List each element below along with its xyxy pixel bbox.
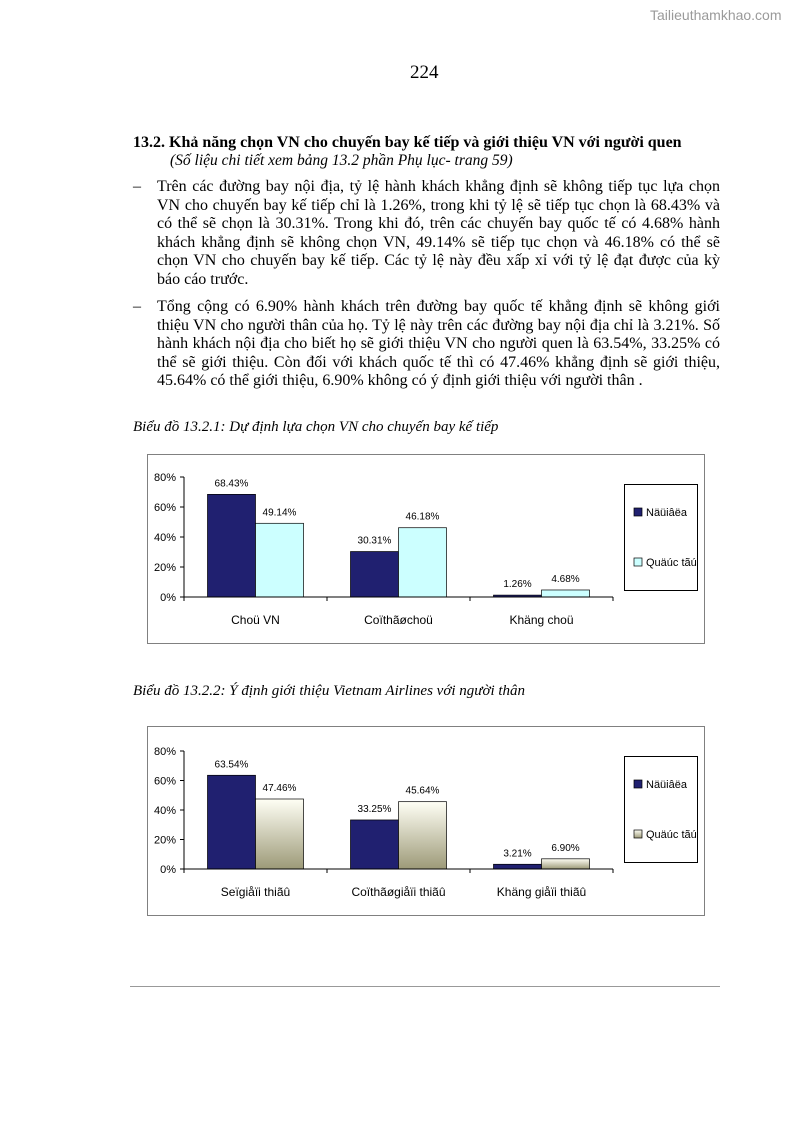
paragraph-line: khách khẳng định sẽ không chọn VN, 49.14% sẽ tiếp tục chọn và 46.18% có thể sẽ [157,233,720,251]
paragraph-line: hành khách nội địa cho biết họ sẽ giới thiệu VN cho người quen là 63.54%, 33.25% có [157,335,720,353]
legend-swatch [634,780,642,788]
legend-box [625,485,698,591]
bar-series-2 [256,799,304,869]
section-note: (Số liệu chi tiết xem bảng 13.2 phần Phụ lục- trang 59) [170,152,513,169]
data-label: 46.18% [405,511,440,523]
paragraph-line: VN cho chuyến bay kế tiếp chỉ là 1.26%, trong khi tỷ lệ sẽ tiếp tục chọn là 68.43% và [157,196,720,214]
page-number: 224 [410,62,439,83]
footer-rule [130,986,720,987]
y-tick-label: 80% [153,472,176,484]
figure-caption-2: Biểu đồ 13.2.2: Ý định giới thiệu Vietnam Airlines với người thân [133,683,526,699]
bar-series-2 [399,528,447,597]
data-label: 68.43% [214,478,249,490]
paragraph-line: báo cáo trước. [157,270,249,288]
bar-series-1 [351,820,399,869]
data-label: 49.14% [262,507,297,519]
data-label: 4.68% [551,573,580,585]
paragraph-line: 45.64% có thể giới thiệu, 6.90% không có ý định giới thiệu với người thân . [157,372,643,390]
section-heading: 13.2. Khả năng chọn VN cho chuyến bay kế tiếp và giới thiệu VN với người quen [133,134,682,151]
data-label: 33.25% [357,803,392,815]
bar-series-1 [494,864,542,869]
y-tick-label: 40% [153,532,176,544]
legend-label: Quäúc tãú [646,829,697,841]
paragraph-line: Tổng cộng có 6.90% hành khách trên đường bay quốc tế khẳng định sẽ không giới [157,298,720,315]
bar-series-1 [351,552,399,597]
y-tick-label: 0% [160,592,176,604]
paragraph-line: chọn VN cho chuyến bay kế tiếp. Các tỷ lệ này đều xấp xỉ với tỷ lệ đạt được của kỳ [157,252,720,270]
y-tick-label: 0% [160,864,176,876]
bullet-dash: – [133,178,141,195]
category-label: Khäng choü [509,613,574,627]
bar-series-2 [542,590,590,597]
category-label: Coïthãøgiåïi thiãû [351,885,446,899]
legend-label: Näüiâëa [646,507,687,519]
data-label: 1.26% [503,579,532,591]
paragraph-line: Trên các đường bay nội địa, tỷ lệ hành khách khẳng định sẽ không tiếp tục lựa chọn [157,178,720,195]
bar-series-1 [208,494,256,597]
legend-label: Näüiâëa [646,779,687,791]
bar-series-2 [399,802,447,869]
y-tick-label: 60% [153,775,176,788]
data-label: 3.21% [503,848,532,860]
legend-swatch [634,558,642,566]
data-label: 63.54% [214,759,249,771]
data-label: 30.31% [357,535,392,547]
category-label: Choü VN [231,613,280,627]
legend-swatch [634,830,642,838]
y-tick-label: 80% [153,746,176,758]
y-tick-label: 40% [153,805,176,817]
bullet-paragraph-1 [133,178,720,290]
bar-chart-next-flight-choice [147,454,705,644]
paragraph-line: thiệu VN cho người thân của họ. Tỷ lệ này trên các đường bay nội địa chỉ là 3.21%. Số [157,316,720,334]
bar-series-1 [208,775,256,869]
y-tick-label: 20% [153,562,176,574]
paragraph-line: có thể sẽ chọn là 30.31%. Trong khi đó, trên các chuyến bay quốc tế có 4.68% hành [157,215,720,233]
bar-chart-recommend-intention [147,726,705,916]
watermark: Tailieuthamkhao.com [650,7,782,23]
legend-label: Quäúc tãú [646,557,697,569]
data-label: 6.90% [551,842,580,854]
legend-swatch [634,508,642,516]
data-label: 45.64% [405,785,440,797]
y-tick-label: 20% [153,834,176,847]
category-label: Seïgiåïi thiãû [220,885,291,899]
legend-box [625,757,698,863]
bullet-dash: – [133,298,141,315]
bullet-paragraph-2 [133,298,720,391]
category-label: Khäng giåïi thiãû [496,885,587,899]
bar-series-2 [256,523,304,597]
bar-series-2 [542,859,590,869]
category-label: Coïthãøchoü [364,613,433,627]
y-tick-label: 60% [153,502,176,514]
paragraph-line: thể sẽ giới thiệu. Còn đối với khách quốc tế thì có 47.46% khẳng định sẽ giới thiệu, [157,353,720,371]
figure-caption-1: Biểu đồ 13.2.1: Dự định lựa chọn VN cho chuyến bay kế tiếp [133,419,499,435]
data-label: 47.46% [262,782,297,794]
